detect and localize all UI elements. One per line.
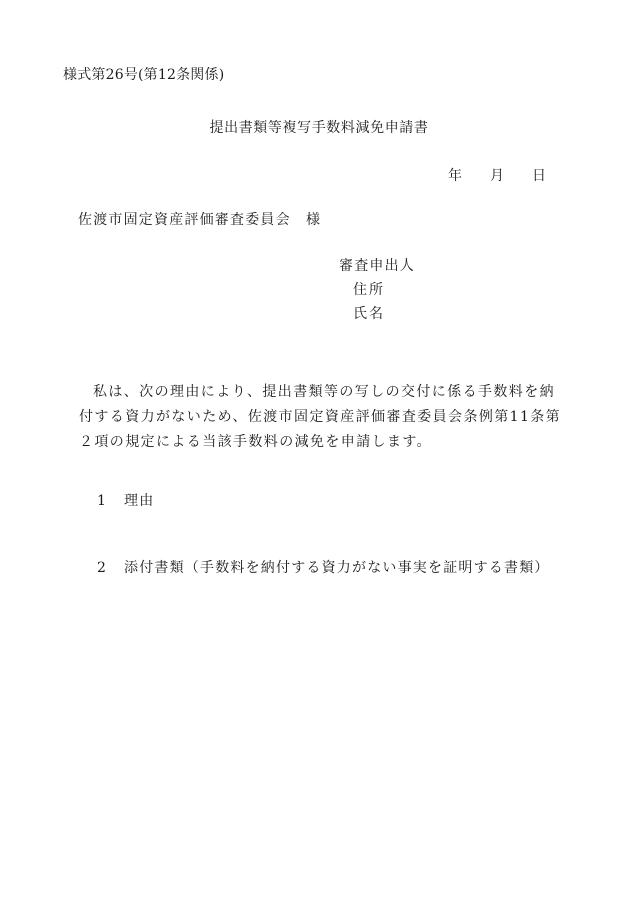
item-label: 理由 xyxy=(124,493,155,509)
date-day-label: 日 xyxy=(532,168,546,184)
form-number: 様式第26号(第12条関係) xyxy=(63,67,225,83)
item-number: 1 xyxy=(97,493,108,509)
item-attachments xyxy=(97,561,550,575)
item-number: 2 xyxy=(97,560,108,576)
name-label: 氏名 xyxy=(353,306,385,322)
document-title: 提出書類等複写手数料減免申請書 xyxy=(209,120,429,136)
applicant-heading: 審査申出人 xyxy=(339,258,415,274)
item-reason xyxy=(97,494,154,508)
date-line xyxy=(448,169,546,183)
address-label: 住所 xyxy=(353,282,385,298)
date-year-label: 年 xyxy=(448,168,462,184)
addressee: 佐渡市固定資産評価審査委員会 様 xyxy=(78,212,322,228)
application-body-text: 私は、次の理由により、提出書類等の写しの交付に係る手数料を納付する資力がないため、佐渡市固定資産評価審査委員会条例第11条第２項の規定による当該手数料の減免を申請します。 xyxy=(79,384,562,450)
item-label: 添付書類（手数料を納付する資力がない事実を証明する書類） xyxy=(124,560,550,576)
date-month-label: 月 xyxy=(490,168,504,184)
